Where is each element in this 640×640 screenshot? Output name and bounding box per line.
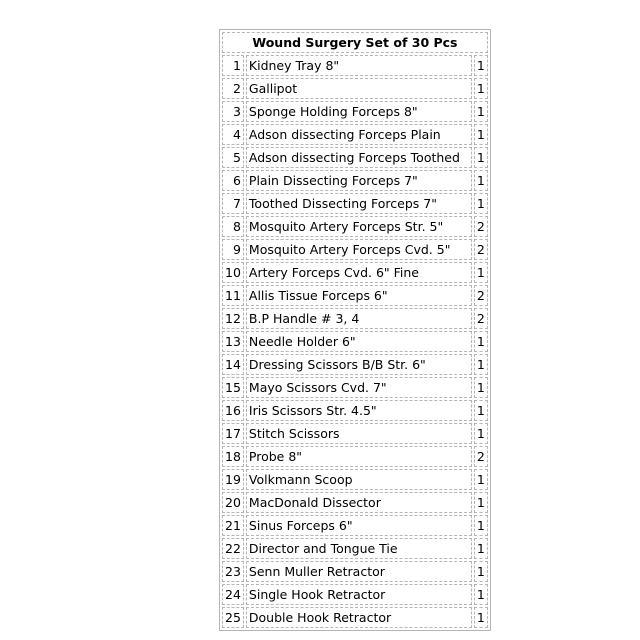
item-name: Needle Holder 6" [246, 331, 472, 352]
item-number: 24 [222, 584, 244, 605]
item-number: 19 [222, 469, 244, 490]
table-body [222, 55, 488, 628]
table-row [222, 469, 488, 490]
item-number: 23 [222, 561, 244, 582]
item-number: 14 [222, 354, 244, 375]
item-name: B.P Handle # 3, 4 [246, 308, 472, 329]
item-number: 4 [222, 124, 244, 145]
table-row [222, 354, 488, 375]
table-row [222, 262, 488, 283]
item-number: 12 [222, 308, 244, 329]
item-name: Single Hook Retractor [246, 584, 472, 605]
item-number: 10 [222, 262, 244, 283]
table-row [222, 584, 488, 605]
item-name: Gallipot [246, 78, 472, 99]
item-number: 2 [222, 78, 244, 99]
item-name: Adson dissecting Forceps Toothed [246, 147, 472, 168]
item-quantity: 1 [474, 469, 488, 490]
item-quantity: 1 [474, 147, 488, 168]
item-name: MacDonald Dissector [246, 492, 472, 513]
item-name: Allis Tissue Forceps 6" [246, 285, 472, 306]
table-row [222, 55, 488, 76]
item-quantity: 1 [474, 492, 488, 513]
table-title: Wound Surgery Set of 30 Pcs [222, 32, 488, 53]
item-number: 6 [222, 170, 244, 191]
table-row [222, 216, 488, 237]
table-row [222, 538, 488, 559]
item-name: Probe 8" [246, 446, 472, 467]
item-name: Plain Dissecting Forceps 7" [246, 170, 472, 191]
item-quantity: 1 [474, 331, 488, 352]
item-number: 13 [222, 331, 244, 352]
item-quantity: 1 [474, 538, 488, 559]
table-row [222, 492, 488, 513]
item-quantity: 2 [474, 446, 488, 467]
item-number: 15 [222, 377, 244, 398]
table-row [222, 170, 488, 191]
item-name: Sinus Forceps 6" [246, 515, 472, 536]
instrument-list-container [219, 29, 491, 631]
table-row [222, 331, 488, 352]
table-row [222, 147, 488, 168]
item-quantity: 1 [474, 515, 488, 536]
item-quantity: 1 [474, 377, 488, 398]
item-name: Toothed Dissecting Forceps 7" [246, 193, 472, 214]
item-name: Sponge Holding Forceps 8" [246, 101, 472, 122]
table-row [222, 377, 488, 398]
item-number: 9 [222, 239, 244, 260]
item-name: Dressing Scissors B/B Str. 6" [246, 354, 472, 375]
item-number: 5 [222, 147, 244, 168]
item-quantity: 1 [474, 124, 488, 145]
item-quantity: 1 [474, 584, 488, 605]
item-number: 7 [222, 193, 244, 214]
item-name: Artery Forceps Cvd. 6" Fine [246, 262, 472, 283]
item-number: 17 [222, 423, 244, 444]
item-name: Mosquito Artery Forceps Cvd. 5" [246, 239, 472, 260]
instrument-table [219, 29, 491, 631]
table-row [222, 400, 488, 421]
item-name: Director and Tongue Tie [246, 538, 472, 559]
item-name: Mayo Scissors Cvd. 7" [246, 377, 472, 398]
item-quantity: 1 [474, 170, 488, 191]
item-name: Mosquito Artery Forceps Str. 5" [246, 216, 472, 237]
item-quantity: 1 [474, 423, 488, 444]
table-row [222, 607, 488, 628]
item-quantity: 1 [474, 101, 488, 122]
item-quantity: 1 [474, 354, 488, 375]
table-row [222, 124, 488, 145]
table-row [222, 239, 488, 260]
item-quantity: 1 [474, 78, 488, 99]
item-quantity: 2 [474, 239, 488, 260]
table-row [222, 561, 488, 582]
item-name: Double Hook Retractor [246, 607, 472, 628]
item-quantity: 1 [474, 262, 488, 283]
item-quantity: 1 [474, 561, 488, 582]
item-quantity: 2 [474, 285, 488, 306]
item-number: 20 [222, 492, 244, 513]
item-number: 25 [222, 607, 244, 628]
item-name: Iris Scissors Str. 4.5" [246, 400, 472, 421]
item-quantity: 1 [474, 400, 488, 421]
item-number: 3 [222, 101, 244, 122]
item-number: 8 [222, 216, 244, 237]
table-row [222, 285, 488, 306]
table-row [222, 515, 488, 536]
item-quantity: 2 [474, 308, 488, 329]
table-row [222, 308, 488, 329]
item-number: 16 [222, 400, 244, 421]
item-quantity: 1 [474, 55, 488, 76]
table-row [222, 101, 488, 122]
item-number: 21 [222, 515, 244, 536]
item-name: Senn Muller Retractor [246, 561, 472, 582]
table-row [222, 78, 488, 99]
item-number: 18 [222, 446, 244, 467]
item-number: 22 [222, 538, 244, 559]
item-name: Stitch Scissors [246, 423, 472, 444]
item-name: Kidney Tray 8" [246, 55, 472, 76]
table-header-row [222, 32, 488, 53]
item-quantity: 1 [474, 607, 488, 628]
item-quantity: 2 [474, 216, 488, 237]
table-row [222, 193, 488, 214]
item-name: Volkmann Scoop [246, 469, 472, 490]
table-row [222, 423, 488, 444]
item-number: 11 [222, 285, 244, 306]
item-number: 1 [222, 55, 244, 76]
item-name: Adson dissecting Forceps Plain [246, 124, 472, 145]
table-row [222, 446, 488, 467]
item-quantity: 1 [474, 193, 488, 214]
